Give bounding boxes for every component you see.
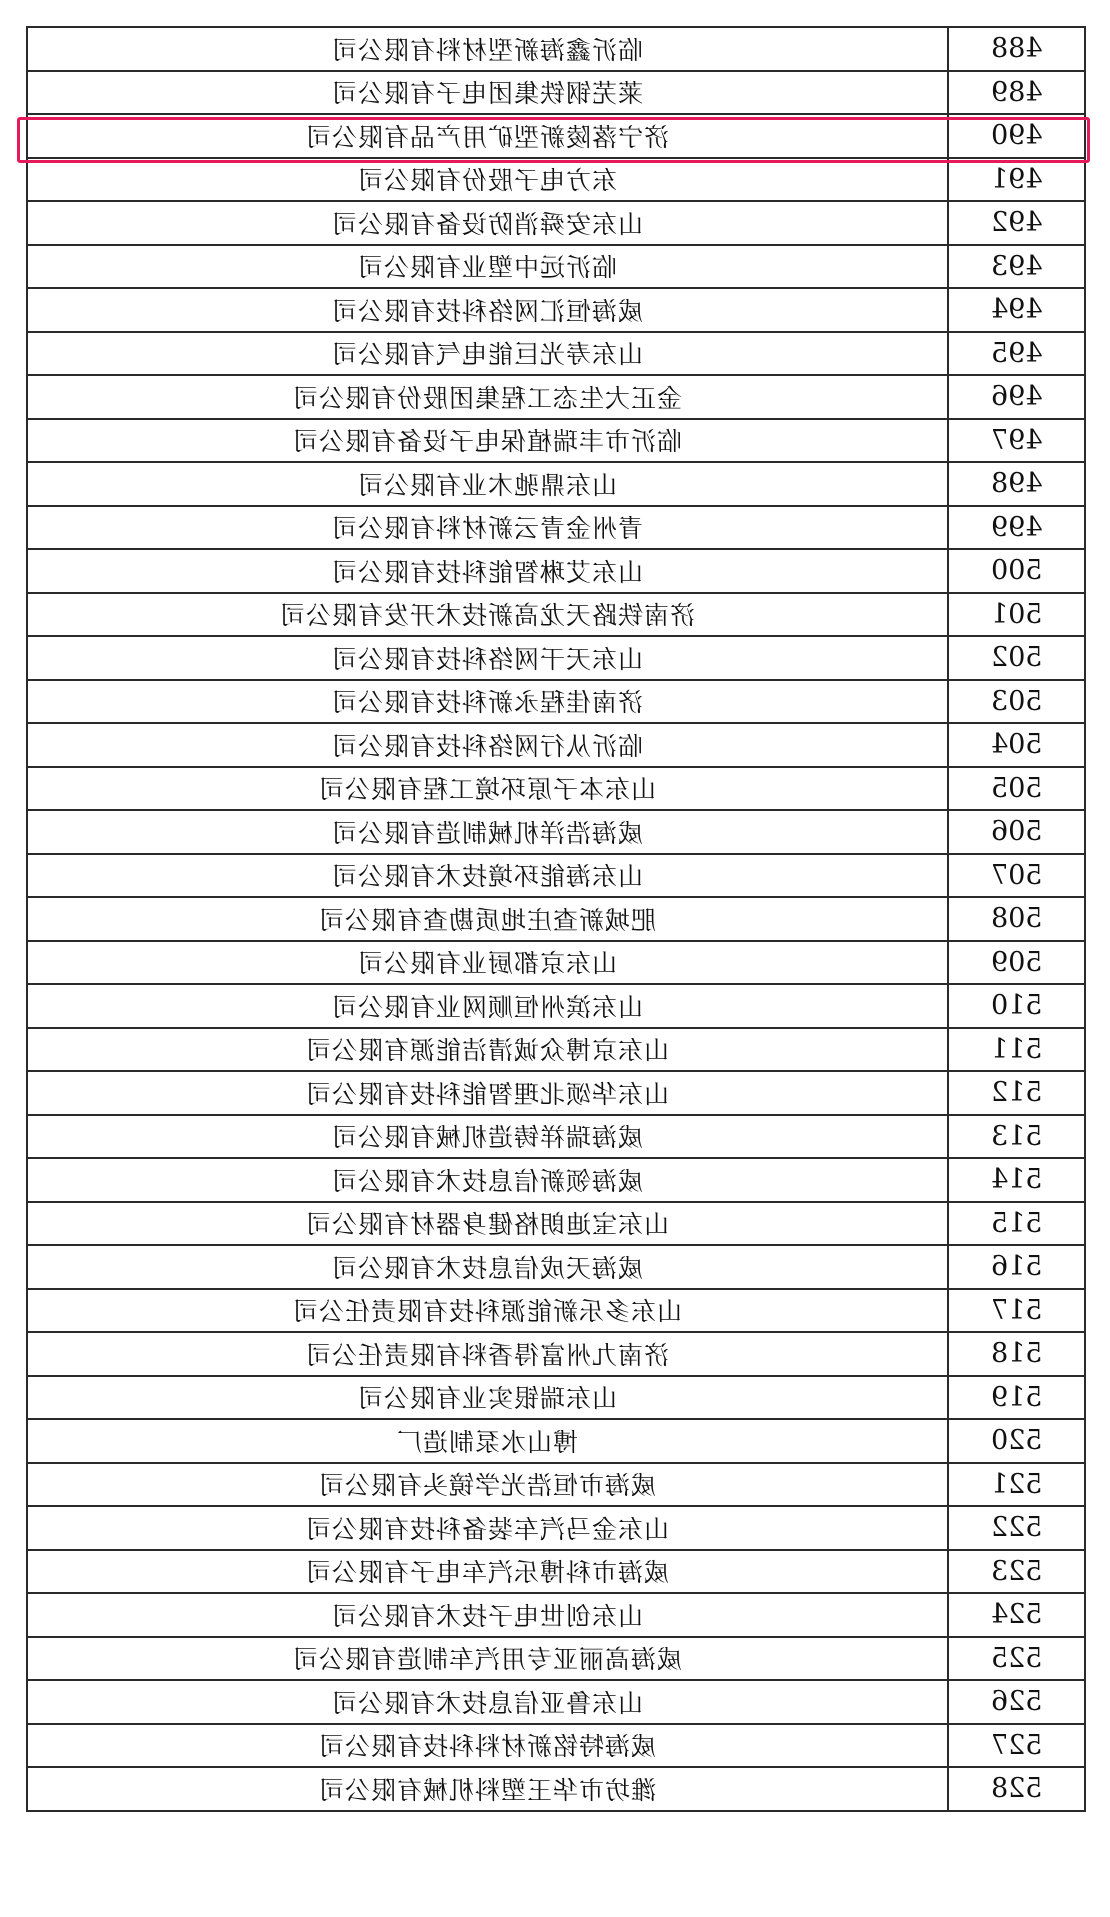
row-number-text: 516 bbox=[990, 1251, 1043, 1283]
company-name-text: 威海天成信息技术有限公司 bbox=[331, 1253, 644, 1283]
table-row bbox=[27, 245, 1085, 289]
company-name-cell bbox=[27, 1724, 948, 1768]
company-name-cell bbox=[27, 593, 948, 637]
row-number-cell bbox=[948, 332, 1085, 376]
row-number-text: 499 bbox=[990, 511, 1043, 543]
row-number-cell bbox=[948, 1289, 1085, 1333]
row-number-cell bbox=[948, 1463, 1085, 1507]
company-name-text: 山东鼎驰木业有限公司 bbox=[357, 470, 618, 500]
company-list-table bbox=[26, 26, 1086, 1812]
company-name-cell bbox=[27, 1463, 948, 1507]
company-name-text: 威海高丽亚专用汽车制造有限公司 bbox=[292, 1645, 683, 1675]
company-name-text: 山东京都厨业有限公司 bbox=[357, 949, 618, 979]
table-row bbox=[27, 1376, 1085, 1420]
company-name-cell bbox=[27, 767, 948, 811]
table-row bbox=[27, 375, 1085, 419]
row-number-text: 503 bbox=[990, 685, 1043, 717]
company-name-text: 临沂市丰瑞植保电子设备有限公司 bbox=[292, 427, 683, 457]
company-name-text: 山东金马汽车装备科技有限公司 bbox=[305, 1514, 670, 1544]
company-name-cell bbox=[27, 549, 948, 593]
company-name-text: 山东瑞银实业有限公司 bbox=[357, 1384, 618, 1414]
company-name-text: 威海特铭新材料科技有限公司 bbox=[318, 1732, 657, 1762]
row-number-cell bbox=[948, 1158, 1085, 1202]
row-number-cell bbox=[948, 245, 1085, 289]
company-name-cell bbox=[27, 1115, 948, 1159]
company-name-cell bbox=[27, 1767, 948, 1811]
table-row bbox=[27, 288, 1085, 332]
company-name-text: 济宁落陵新型矿用产品有限公司 bbox=[305, 122, 670, 152]
row-number-text: 496 bbox=[990, 381, 1043, 413]
company-name-text: 山东鲁亚信息技术有限公司 bbox=[331, 1688, 644, 1718]
company-name-text: 山东滨州恒顺网业有限公司 bbox=[331, 992, 644, 1022]
row-number-text: 524 bbox=[990, 1599, 1043, 1631]
company-name-cell bbox=[27, 1245, 948, 1289]
table-row bbox=[27, 636, 1085, 680]
company-name-cell bbox=[27, 1071, 948, 1115]
company-name-cell bbox=[27, 462, 948, 506]
company-name-text: 山东天干网络科技有限公司 bbox=[331, 644, 644, 674]
company-name-cell bbox=[27, 723, 948, 767]
row-number-text: 506 bbox=[990, 816, 1043, 848]
company-name-cell bbox=[27, 71, 948, 115]
company-name-text: 金正大生态工程集团股份有限公司 bbox=[292, 383, 683, 413]
row-number-text: 518 bbox=[990, 1338, 1043, 1370]
row-number-text: 519 bbox=[990, 1381, 1043, 1413]
company-name-cell bbox=[27, 1593, 948, 1637]
table-row bbox=[27, 1506, 1085, 1550]
row-number-text: 512 bbox=[990, 1077, 1043, 1109]
row-number-cell bbox=[948, 1593, 1085, 1637]
table-row bbox=[27, 201, 1085, 245]
row-number-cell bbox=[948, 201, 1085, 245]
table-row bbox=[27, 897, 1085, 941]
company-name-cell bbox=[27, 1202, 948, 1246]
company-name-text: 山东海能环境技术有限公司 bbox=[331, 862, 644, 892]
company-name-cell bbox=[27, 1506, 948, 1550]
company-name-text: 济南佳程永新科技有限公司 bbox=[331, 688, 644, 718]
row-number-cell bbox=[948, 1637, 1085, 1681]
row-number-cell bbox=[948, 1332, 1085, 1376]
table-row bbox=[27, 27, 1085, 71]
company-name-text: 东方电子股份有限公司 bbox=[357, 166, 618, 196]
row-number-cell bbox=[948, 1245, 1085, 1289]
row-number-text: 492 bbox=[990, 207, 1043, 239]
table-row bbox=[27, 71, 1085, 115]
company-name-cell bbox=[27, 332, 948, 376]
row-number-cell bbox=[948, 680, 1085, 724]
row-number-cell bbox=[948, 941, 1085, 985]
row-number-cell bbox=[948, 549, 1085, 593]
company-name-cell bbox=[27, 506, 948, 550]
row-number-text: 526 bbox=[990, 1686, 1043, 1718]
row-number-text: 525 bbox=[990, 1642, 1043, 1674]
company-name-text: 威海恒汇网络科技有限公司 bbox=[331, 296, 644, 326]
table-row bbox=[27, 462, 1085, 506]
table-row bbox=[27, 810, 1085, 854]
row-number-cell bbox=[948, 1202, 1085, 1246]
company-name-text: 威海领新信息技术有限公司 bbox=[331, 1166, 644, 1196]
company-name-cell bbox=[27, 636, 948, 680]
table-row bbox=[27, 1332, 1085, 1376]
company-name-cell bbox=[27, 1289, 948, 1333]
row-number-text: 514 bbox=[990, 1164, 1043, 1196]
table-row bbox=[27, 941, 1085, 985]
company-name-cell bbox=[27, 1680, 948, 1724]
company-name-cell bbox=[27, 1637, 948, 1681]
company-name-text: 潍坊市华王塑料机械有限公司 bbox=[318, 1775, 657, 1805]
table-row bbox=[27, 1289, 1085, 1333]
table-row bbox=[27, 1245, 1085, 1289]
company-name-text: 博山水泵制造厂 bbox=[396, 1427, 579, 1457]
row-number-text: 520 bbox=[990, 1425, 1043, 1457]
table-row bbox=[27, 1115, 1085, 1159]
row-number-text: 488 bbox=[990, 33, 1043, 65]
table-row bbox=[27, 549, 1085, 593]
row-number-cell bbox=[948, 1506, 1085, 1550]
row-number-cell bbox=[948, 1028, 1085, 1072]
table-row bbox=[27, 1419, 1085, 1463]
row-number-text: 507 bbox=[990, 859, 1043, 891]
row-number-text: 513 bbox=[990, 1120, 1043, 1152]
company-name-text: 莱芜钢铁集团电子有限公司 bbox=[331, 79, 644, 109]
table-row bbox=[27, 767, 1085, 811]
row-number-cell bbox=[948, 1071, 1085, 1115]
company-name-cell bbox=[27, 158, 948, 202]
table-row bbox=[27, 593, 1085, 637]
row-number-text: 517 bbox=[990, 1294, 1043, 1326]
company-name-cell bbox=[27, 984, 948, 1028]
row-number-text: 510 bbox=[990, 990, 1043, 1022]
row-number-cell bbox=[948, 506, 1085, 550]
company-name-text: 山东宝迪朗格健身器材有限公司 bbox=[305, 1210, 670, 1240]
row-number-text: 508 bbox=[990, 903, 1043, 935]
table-row bbox=[27, 1680, 1085, 1724]
row-number-cell bbox=[948, 71, 1085, 115]
row-number-text: 528 bbox=[990, 1773, 1043, 1805]
company-name-text: 山东华颂北理智能科技有限公司 bbox=[305, 1079, 670, 1109]
company-name-text: 威海市科博乐汽车电子有限公司 bbox=[305, 1558, 670, 1588]
company-name-text: 青州金青云新材料有限公司 bbox=[331, 514, 644, 544]
company-name-cell bbox=[27, 1158, 948, 1202]
company-name-text: 肥城新查庄地质勘查有限公司 bbox=[318, 905, 657, 935]
row-number-cell bbox=[948, 1376, 1085, 1420]
table-row bbox=[27, 1767, 1085, 1811]
row-number-text: 491 bbox=[990, 163, 1043, 195]
table-row bbox=[27, 1028, 1085, 1072]
row-number-cell bbox=[948, 1419, 1085, 1463]
row-number-text: 527 bbox=[990, 1729, 1043, 1761]
company-name-cell bbox=[27, 288, 948, 332]
company-name-text: 山东创世电子技术有限公司 bbox=[331, 1601, 644, 1631]
company-name-cell bbox=[27, 419, 948, 463]
table-row bbox=[27, 158, 1085, 202]
company-name-text: 山东京博众诚清洁能源有限公司 bbox=[305, 1036, 670, 1066]
company-name-text: 山东寿光巨能电气有限公司 bbox=[331, 340, 644, 370]
table-row bbox=[27, 114, 1085, 158]
company-name-text: 山东本子原环境工程有限公司 bbox=[318, 775, 657, 805]
row-number-text: 504 bbox=[990, 729, 1043, 761]
company-name-cell bbox=[27, 854, 948, 898]
company-name-text: 临沂鑫海新型材料有限公司 bbox=[331, 35, 644, 65]
table-row bbox=[27, 506, 1085, 550]
row-number-text: 498 bbox=[990, 468, 1043, 500]
company-name-cell bbox=[27, 941, 948, 985]
company-name-text: 威海瑞祥铸造机械有限公司 bbox=[331, 1123, 644, 1153]
row-number-cell bbox=[948, 854, 1085, 898]
table-row bbox=[27, 332, 1085, 376]
company-name-cell bbox=[27, 1332, 948, 1376]
table-row bbox=[27, 1463, 1085, 1507]
row-number-cell bbox=[948, 1724, 1085, 1768]
company-name-cell bbox=[27, 1550, 948, 1594]
table-row bbox=[27, 419, 1085, 463]
row-number-cell bbox=[948, 114, 1085, 158]
row-number-text: 501 bbox=[990, 598, 1043, 630]
row-number-text: 515 bbox=[990, 1207, 1043, 1239]
table-row bbox=[27, 1071, 1085, 1115]
company-name-cell bbox=[27, 810, 948, 854]
table-row bbox=[27, 1158, 1085, 1202]
row-number-cell bbox=[948, 1767, 1085, 1811]
table-row bbox=[27, 854, 1085, 898]
row-number-cell bbox=[948, 27, 1085, 71]
row-number-cell bbox=[948, 1680, 1085, 1724]
row-number-cell bbox=[948, 462, 1085, 506]
company-name-text: 济南铁路天龙高新技术开发有限公司 bbox=[279, 601, 696, 631]
row-number-text: 495 bbox=[990, 337, 1043, 369]
row-number-text: 523 bbox=[990, 1555, 1043, 1587]
row-number-cell bbox=[948, 288, 1085, 332]
row-number-cell bbox=[948, 375, 1085, 419]
company-name-cell bbox=[27, 897, 948, 941]
row-number-cell bbox=[948, 1115, 1085, 1159]
company-name-text: 临沂从行网络科技有限公司 bbox=[331, 731, 644, 761]
company-name-text: 济南九州富得香料有限责任公司 bbox=[305, 1340, 670, 1370]
row-number-cell bbox=[948, 897, 1085, 941]
row-number-text: 497 bbox=[990, 424, 1043, 456]
row-number-text: 521 bbox=[990, 1468, 1043, 1500]
company-name-cell bbox=[27, 27, 948, 71]
company-name-cell bbox=[27, 1419, 948, 1463]
company-name-cell bbox=[27, 375, 948, 419]
row-number-cell bbox=[948, 419, 1085, 463]
table-row bbox=[27, 723, 1085, 767]
row-number-text: 511 bbox=[990, 1033, 1043, 1065]
company-name-cell bbox=[27, 201, 948, 245]
company-name-cell bbox=[27, 680, 948, 724]
company-name-text: 山东艾琳智能科技有限公司 bbox=[331, 557, 644, 587]
company-name-text: 威海浩洋机械制造有限公司 bbox=[331, 818, 644, 848]
company-name-text: 临沂远中塑业有限公司 bbox=[357, 253, 618, 283]
row-number-text: 489 bbox=[990, 76, 1043, 108]
row-number-text: 500 bbox=[990, 555, 1043, 587]
table-row bbox=[27, 1202, 1085, 1246]
row-number-cell bbox=[948, 810, 1085, 854]
table-row bbox=[27, 984, 1085, 1028]
row-number-cell bbox=[948, 593, 1085, 637]
table-row bbox=[27, 1637, 1085, 1681]
row-number-cell bbox=[948, 158, 1085, 202]
table-row bbox=[27, 1593, 1085, 1637]
row-number-text: 502 bbox=[990, 642, 1043, 674]
company-name-cell bbox=[27, 1376, 948, 1420]
row-number-cell bbox=[948, 636, 1085, 680]
row-number-text: 490 bbox=[990, 120, 1043, 152]
row-number-cell bbox=[948, 984, 1085, 1028]
table-row bbox=[27, 680, 1085, 724]
company-name-text: 山东多乐新能源科技有限责任公司 bbox=[292, 1297, 683, 1327]
company-name-cell bbox=[27, 245, 948, 289]
row-number-cell bbox=[948, 1550, 1085, 1594]
company-name-text: 威海市恒浩光学镜头有限公司 bbox=[318, 1471, 657, 1501]
row-number-text: 505 bbox=[990, 772, 1043, 804]
row-number-text: 509 bbox=[990, 946, 1043, 978]
row-number-cell bbox=[948, 767, 1085, 811]
table-row bbox=[27, 1724, 1085, 1768]
row-number-text: 494 bbox=[990, 294, 1043, 326]
company-name-cell bbox=[27, 114, 948, 158]
company-name-cell bbox=[27, 1028, 948, 1072]
table-row bbox=[27, 1550, 1085, 1594]
row-number-cell bbox=[948, 723, 1085, 767]
company-name-text: 山东安舜消防设备有限公司 bbox=[331, 209, 644, 239]
row-number-text: 522 bbox=[990, 1512, 1043, 1544]
row-number-text: 493 bbox=[990, 250, 1043, 282]
company-list-body bbox=[27, 27, 1085, 1811]
